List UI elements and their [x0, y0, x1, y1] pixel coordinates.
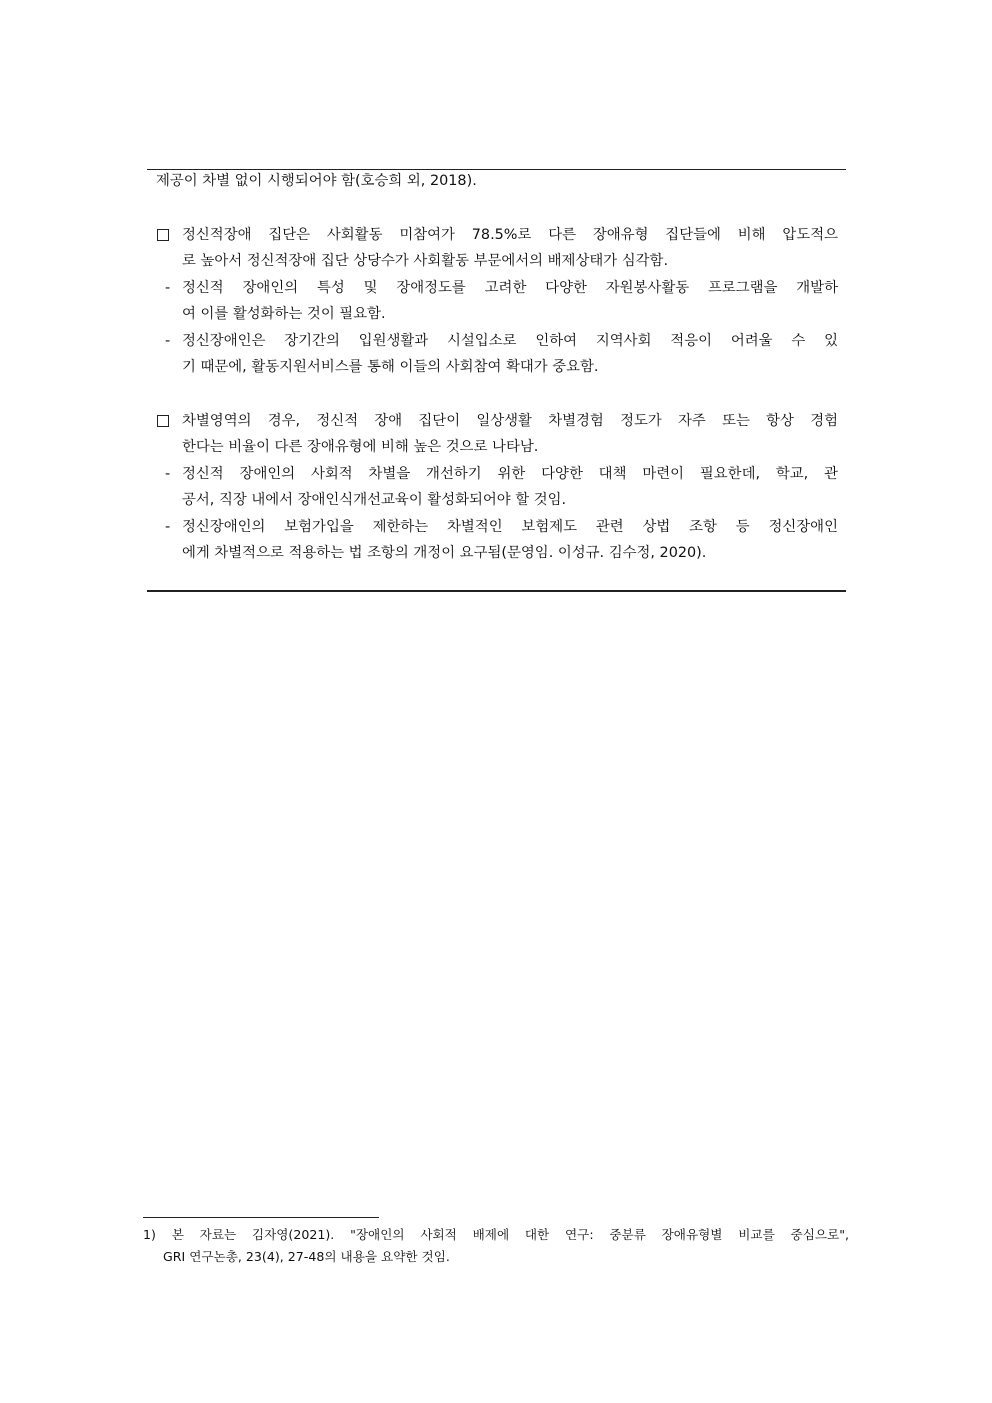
footnote-line1: 1) 본 자료는 김자영(2021). "장애인의 사회적 배제에 대한 연구: 중분류 장애유형별 비교를 중심으로", [143, 1227, 849, 1242]
footnote-line2: GRI 연구논총, 23(4), 27-48의 내용을 요약한 것임. [163, 1249, 450, 1264]
dash-bullet: - [165, 280, 171, 296]
section1-main-line2: 로 높아서 정신적장애 집단 상당수가 사회활동 부문에서의 배제상태가 심각함. [182, 253, 669, 269]
section2-sub2-line1: 정신장애인의 보험가입을 제한하는 차별적인 보험제도 관련 상법 조항 등 정신장애인 [182, 519, 838, 535]
section1-main-line1: 정신적장애 집단은 사회활동 미참여가 78.5%로 다른 장애유형 집단들에 비해 압도적으 [182, 227, 838, 243]
checkbox-square-icon [157, 229, 169, 241]
section2-main-line2: 한다는 비율이 다른 장애유형에 비해 높은 것으로 나타남. [182, 439, 539, 455]
section2-main-line1: 차별영역의 경우, 정신적 장애 집단이 일상생활 차별경험 정도가 자주 또는 항상 경험 [182, 413, 838, 429]
section1-sub2-line2: 기 때문에, 활동지원서비스를 통해 이들의 사회참여 확대가 중요함. [182, 359, 599, 375]
section2-sub1-line1: 정신적 장애인의 사회적 차별을 개선하기 위한 다양한 대책 마련이 필요한데, 학교, 관 [182, 466, 838, 482]
footnote-rule [143, 1217, 379, 1218]
checkbox-square-icon [157, 415, 169, 427]
section2-sub1-line2: 공서, 직장 내에서 장애인식개선교육이 활성화되어야 할 것임. [182, 492, 567, 508]
continuation-text: 제공이 차별 없이 시행되어야 함(호승희 외, 2018). [156, 173, 477, 189]
section1-sub2-line1: 정신장애인은 장기간의 입원생활과 시설입소로 인하여 지역사회 적응이 어려울 수 있 [182, 333, 838, 349]
dash-bullet: - [165, 466, 171, 482]
section1-sub1-line2: 여 이를 활성화하는 것이 필요함. [182, 306, 386, 322]
dash-bullet: - [165, 333, 171, 349]
section1-sub1-line1: 정신적 장애인의 특성 및 장애정도를 고려한 다양한 자원봉사활동 프로그램을 개발하 [182, 280, 838, 296]
section2-sub2-line2: 에게 차별적으로 적용하는 법 조항의 개정이 요구됨(문영임. 이성규. 김수정, 2020). [182, 545, 707, 561]
dash-bullet: - [165, 519, 171, 535]
